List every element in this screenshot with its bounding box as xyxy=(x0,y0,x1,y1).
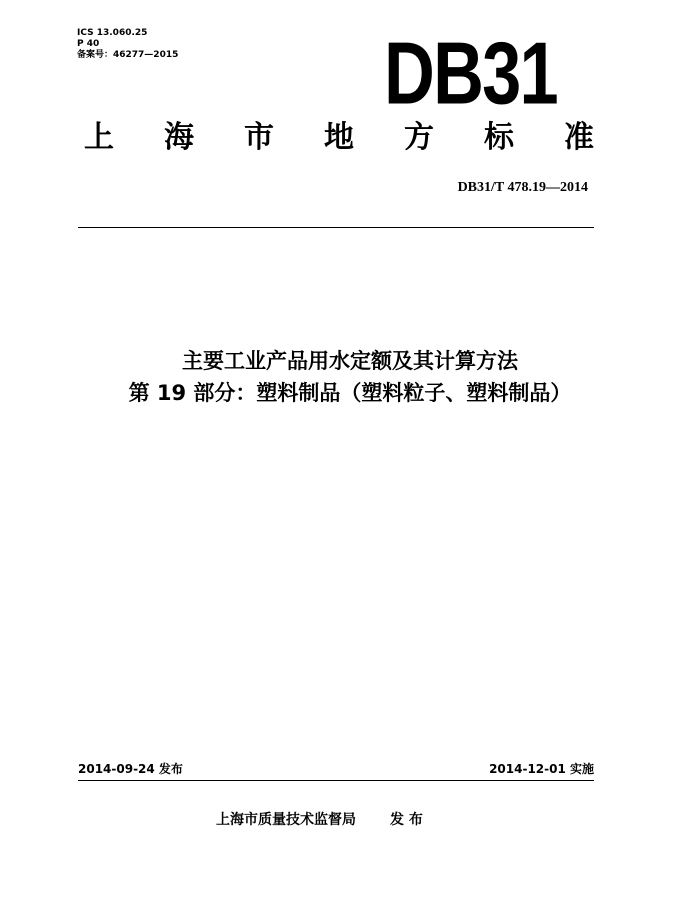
title-char: 地 xyxy=(324,120,354,155)
document-title-line-1: 主要工业产品用水定额及其计算方法 xyxy=(182,349,518,373)
title-char: 准 xyxy=(564,120,594,155)
bottom-divider xyxy=(78,780,594,781)
publisher-line xyxy=(216,809,423,829)
title-char: 海 xyxy=(164,120,194,155)
p-code: P 40 xyxy=(77,39,100,49)
title-char: 市 xyxy=(244,120,274,155)
title-char: 上 xyxy=(84,120,114,155)
ics-code: ICS 13.060.25 xyxy=(77,28,148,38)
implementation-date: 2014-12-01 实施 xyxy=(489,762,594,776)
document-title xyxy=(0,345,700,409)
title-char: 方 xyxy=(404,120,434,155)
db31-logo: DB31 xyxy=(384,24,557,122)
top-divider xyxy=(78,227,594,228)
filing-number: 备案号：46277—2015 xyxy=(77,50,179,60)
document-title-line-2: 第 19 部分：塑料制品（塑料粒子、塑料制品） xyxy=(128,381,572,405)
classification-block xyxy=(77,28,178,61)
release-date: 2014-09-24 发布 xyxy=(78,762,183,776)
standard-number: DB31/T 478.19—2014 xyxy=(457,180,588,195)
publish-label: 发 布 xyxy=(390,812,423,828)
publisher-name: 上海市质量技术监督局 xyxy=(216,812,356,828)
title-char: 标 xyxy=(484,120,514,155)
standard-type-title xyxy=(84,118,594,158)
